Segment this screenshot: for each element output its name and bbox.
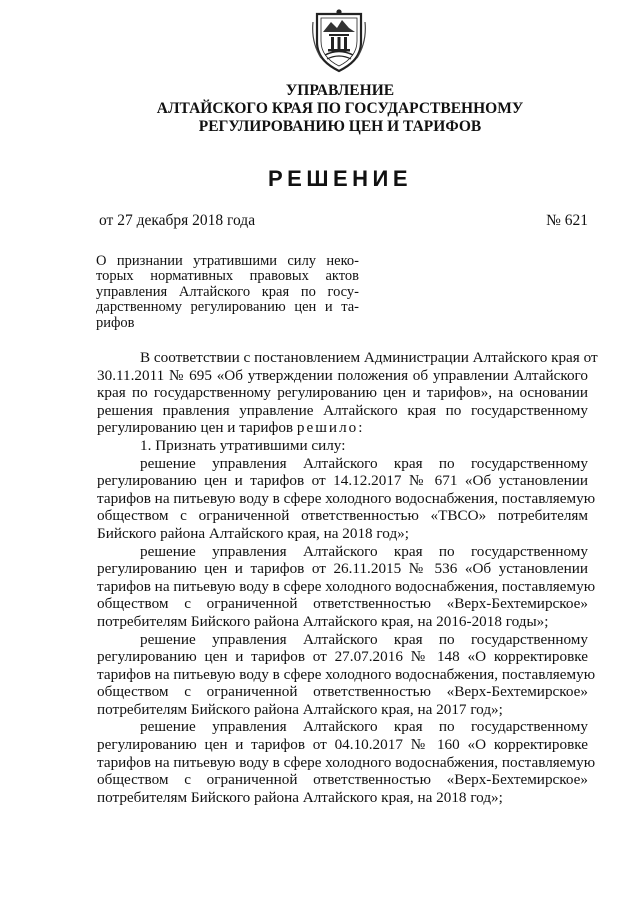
issuer-line-3: РЕГУЛИРОВАНИЮ ЦЕН И ТАРИФОВ (198, 118, 482, 135)
issuer-header (0, 82, 640, 136)
body-line: обществом с ограниченной ответственностью «Верх-Бехтемирское» (97, 771, 588, 789)
body-line: обществом с ограниченной ответственностью «Верх-Бехтемирское» (97, 595, 588, 613)
decision-word: решило: (296, 419, 365, 437)
body-line: тарифов на питьевую воду в сфере холодного водоснабжения, поставляемую (97, 665, 596, 683)
intro-paragraph (97, 349, 598, 437)
issuer-line-1: УПРАВЛЕНИЕ (285, 82, 395, 99)
subject-line: торых нормативных правовых актов (96, 268, 359, 285)
subject-line: О признании утратившими силу неко- (96, 253, 359, 269)
body-line: потребителям Бийского района Алтайского края, на 2018 год»; (97, 788, 503, 806)
point-1: 1. Признать утратившими силу: (140, 436, 346, 454)
issuer-line-2: АЛТАЙСКОГО КРАЯ ПО ГОСУДАРСТВЕННОМУ (156, 100, 524, 117)
subject-line: управления Алтайского края по госу- (96, 283, 359, 300)
repealed-item-3 (97, 630, 596, 719)
body-line: обществом с ограниченной ответственностью «ТВСО» потребителям (97, 507, 588, 525)
body-line: обществом с ограниченной ответственностью «Верх-Бехтемирское» (97, 683, 588, 701)
body-line: края по государственному регулированию цен и тарифов», на основании (97, 384, 588, 402)
repealed-item-1 (97, 454, 596, 543)
body-line: регулированию цен и тарифов от 14.12.2017 № 671 «Об установлении (97, 472, 588, 490)
body-line: решение управления Алтайского края по государственному (140, 542, 588, 560)
document-date: от 27 декабря 2018 года (99, 212, 256, 229)
body-line: 30.11.2011 № 695 «Об утверждении положения об управлении Алтайского (97, 366, 588, 384)
body-line: решение управления Алтайского края по государственному (140, 718, 588, 736)
body-line: потребителям Бийского района Алтайского края, на 2016-2018 годы»; (97, 612, 549, 630)
body-text: регулированию цен и тарифов (97, 419, 297, 437)
body-line: регулированию цен и тарифов от 27.07.2016 № 148 «О корректировке (97, 648, 588, 666)
body-line: тарифов на питьевую воду в сфере холодного водоснабжения, поставляемую (97, 489, 596, 507)
body-line: потребителям Бийского района Алтайского края, на 2017 год»; (97, 700, 503, 718)
body-line: решения правления управление Алтайского края по государственному (97, 401, 588, 419)
subject-line: рифов (96, 314, 135, 331)
altai-coat-of-arms-icon (311, 8, 367, 74)
body-line: Бийского района Алтайского края, на 2018 год»; (97, 524, 409, 542)
document-title: РЕШЕНИЕ (267, 166, 412, 191)
document-subject (96, 254, 359, 331)
body-line (97, 419, 588, 437)
body-line: В соответствии с постановлением Администрации Алтайского края от (140, 349, 598, 366)
body-line: тарифов на питьевую воду в сфере холодного водоснабжения, поставляемую (97, 577, 596, 595)
body-line: регулированию цен и тарифов от 04.10.2017 № 160 «О корректировке (97, 736, 588, 754)
repealed-item-4 (97, 718, 596, 806)
repealed-item-2 (97, 542, 596, 631)
body-line: тарифов на питьевую воду в сфере холодного водоснабжения, поставляемую (97, 753, 596, 771)
body-line: решение управления Алтайского края по государственному (140, 454, 588, 472)
body-line: регулированию цен и тарифов от 26.11.2015 № 536 «Об установлении (97, 560, 588, 578)
document-number: № 621 (546, 212, 588, 229)
subject-line: дарственному регулированию цен и та- (96, 299, 359, 316)
document-body (97, 349, 598, 806)
body-line: решение управления Алтайского края по государственному (140, 630, 588, 648)
